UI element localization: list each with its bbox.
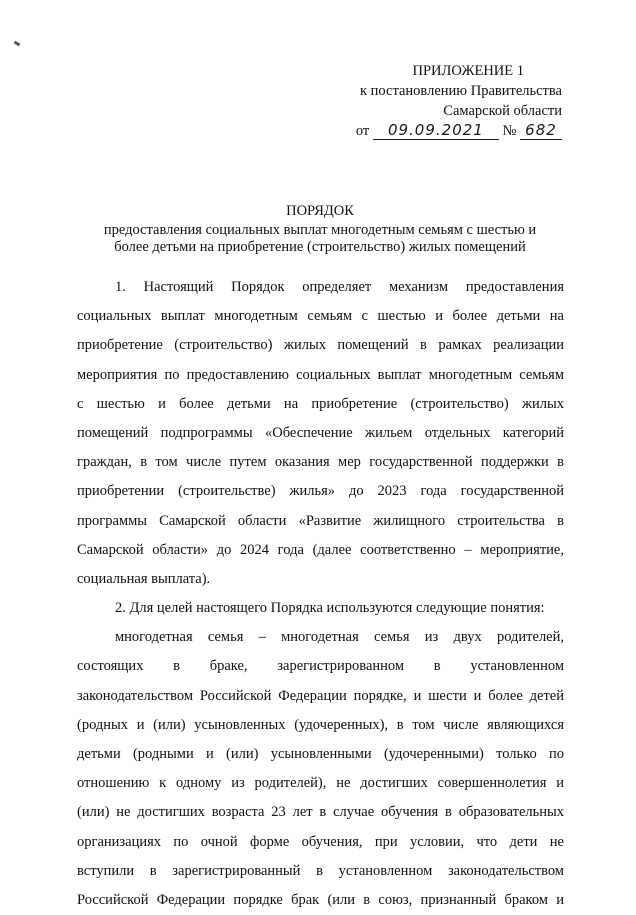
appendix-reference-line: к постановлению Правительства bbox=[360, 83, 562, 99]
body-line: вступили в зарегистрированный в установленном законодательством bbox=[77, 862, 564, 879]
body-line: отношению к одному из родителей), не достигших совершеннолетия и bbox=[77, 775, 564, 792]
date-prefix: от bbox=[355, 123, 370, 139]
appendix-region-line: Самарской области bbox=[443, 103, 562, 119]
body-line: программы Самарской области «Развитие жилищного строительства в bbox=[77, 512, 564, 529]
document-subtitle-line-1: предоставления социальных выплат многодетным семьям с шестью и bbox=[103, 221, 537, 238]
resolution-date-line bbox=[356, 121, 562, 141]
body-line: организациях по очной форме обучения, при условии, что дети не bbox=[77, 833, 564, 850]
scan-edge-mark bbox=[14, 41, 21, 47]
document-body bbox=[77, 273, 564, 915]
body-line: с шестью и более детьми на приобретение (строительство) жилых bbox=[77, 395, 564, 412]
document-subtitle-line-2: более детьми на приобретение (строительство) жилых помещений bbox=[114, 239, 526, 255]
body-line: Самарской области» до 2024 года (далее соответственно – мероприятие, bbox=[77, 541, 564, 558]
body-line: социальная выплата). bbox=[77, 570, 211, 587]
handwritten-date: 09.09.2021 bbox=[387, 121, 484, 139]
body-line: Российской Федерации порядке брак (или в союз, признанный браком и bbox=[77, 891, 564, 908]
document-title-block bbox=[76, 203, 564, 257]
appendix-label: ПРИЛОЖЕНИЕ 1 bbox=[412, 63, 524, 79]
resolution-date-field bbox=[373, 122, 499, 140]
number-prefix: № bbox=[502, 123, 517, 139]
body-line: помещений подпрограммы «Обеспечение жильем отдельных категорий bbox=[77, 424, 564, 441]
body-line: законодательством Российской Федерации порядке, и шести и более детей bbox=[77, 687, 564, 704]
body-line: 2. Для целей настоящего Порядка используются следующие понятия: bbox=[115, 600, 545, 617]
body-line: социальных выплат многодетным семьям с шестью и более детьми на bbox=[77, 308, 564, 325]
body-line: 1. Настоящий Порядок определяет механизм предоставления bbox=[115, 279, 564, 295]
handwritten-number: 682 bbox=[525, 121, 557, 139]
body-line: граждан, в том числе путем оказания мер государственной поддержки в bbox=[77, 454, 564, 471]
body-line: детьми (родными и (или) усыновленными (удочеренными) только по bbox=[77, 746, 564, 762]
body-line: мероприятия по предоставлению социальных выплат многодетным семьям bbox=[77, 366, 564, 383]
body-line: многодетная семья – многодетная семья из двух родителей, bbox=[115, 629, 564, 646]
body-line: приобретение (строительство) жилых помещений в рамках реализации bbox=[77, 337, 564, 354]
document-title: ПОРЯДОК bbox=[286, 203, 354, 219]
body-line: приобретении (строительстве) жилья» до 2023 года государственной bbox=[77, 483, 564, 500]
appendix-header bbox=[356, 61, 562, 141]
resolution-number-field bbox=[520, 122, 562, 140]
body-line: состоящих в браке, зарегистрированном в установленном bbox=[77, 658, 564, 675]
body-line: (или) не достигших возраста 23 лет в случае обучения в образовательных bbox=[77, 804, 564, 821]
body-line: (родных и (или) усыновленных (удочеренных), в том числе являющихся bbox=[77, 716, 564, 733]
